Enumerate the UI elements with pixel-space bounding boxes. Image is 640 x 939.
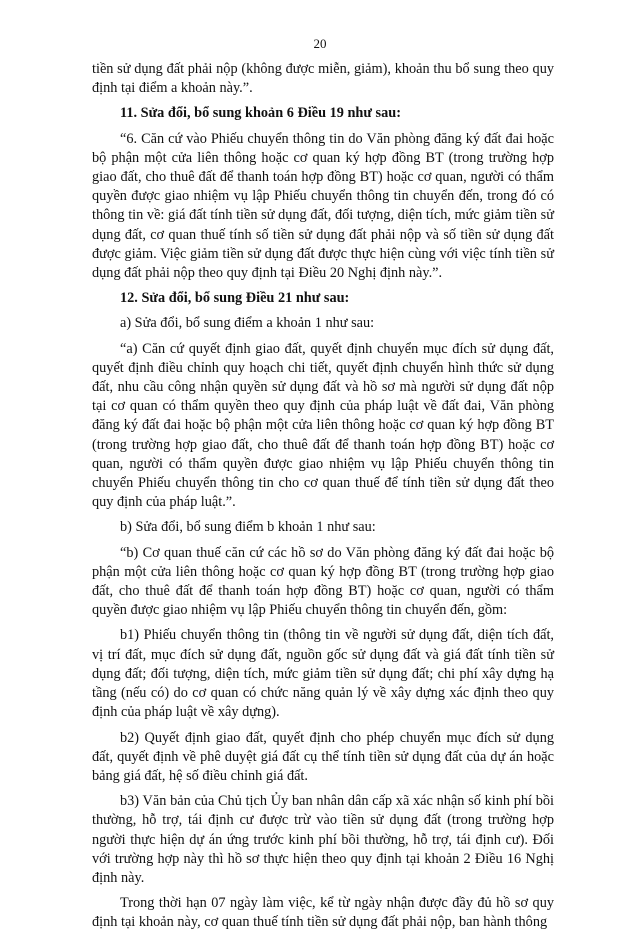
paragraph-b3: b3) Văn bản của Chủ tịch Ủy ban nhân dân cấp xã xác nhận số kinh phí bồi thường, hỗ trợ, tái định cư được trừ vào tiền sử dụng đất (trong trường hợp người thực hiện dự án ứng trước kinh phí bồi thường, hỗ trợ, tái định cư). Đối với trường hợp này thì hồ sơ thực hiện theo quy định tại khoản 2 Điều 16 Nghị định này. <box>92 793 554 886</box>
page-number: 20 <box>313 36 327 51</box>
paragraph-continuation: tiền sử dụng đất phải nộp (không được miễn, giảm), khoản thu bổ sung theo quy định tại điểm a khoản này.”. <box>92 61 554 97</box>
section-heading-12: 12. Sửa đổi, bổ sung Điều 21 như sau: <box>120 290 350 307</box>
paragraph-point-b: “b) Cơ quan thuế căn cứ các hồ sơ do Văn phòng đăng ký đất đai hoặc bộ phận một cửa liên thông hoặc cơ quan ký hợp đồng BT (trong trường hợp giao đất, cho thuê đất để thanh toán hợp đồng BT) hoặc cơ quan, người có thẩm quyền được giao nhiệm vụ lập Phiếu chuyển thông tin chuyển đến, gồm: <box>92 544 554 619</box>
paragraph-b2: b2) Quyết định giao đất, quyết định cho phép chuyển mục đích sử dụng đất, quyết định về phê duyệt giá đất cụ thể tính tiền sử dụng đất của dự án hoặc bảng giá đất, hệ số điều chỉnh giá đất. <box>92 729 554 784</box>
paragraph-point-a: “a) Căn cứ quyết định giao đất, quyết định chuyển mục đích sử dụng đất, quyết định điều chỉnh quy hoạch chi tiết, quyết định chuyển hình thức sử dụng đất, nhu cầu công nhận quyền sử dụng đất và hồ sơ mà người sử dụng đất nộp tại cơ quan có thẩm quyền theo quy định của pháp luật về đất đai, Văn phòng đăng ký đất đai hoặc bộ phận một cửa liên thông hoặc cơ quan ký hợp đồng BT (trong trường hợp giao đất, cho thuê đất để thanh toán hợp đồng BT) hoặc cơ quan, người có thẩm quyền được giao nhiệm vụ lập Phiếu chuyển thông tin chuyển Phiếu chuyển thông tin cho cơ quan thuế để tính tiền sử dụng đất theo quy định của pháp luật.”. <box>92 340 554 511</box>
paragraph-b1: b1) Phiếu chuyển thông tin (thông tin về người sử dụng đất, diện tích đất, vị trí đất, mục đích sử dụng đất, nguồn gốc sử dụng đất và giá đất tính tiền sử dụng đất; đối tượng, diện tích, mức giảm tiền sử dụng đất; chi phí xây dựng hạ tầng (nếu có) do cơ quan có chức năng quản lý về xây dựng xác định theo quy định của pháp luật về xây dựng). <box>92 627 554 721</box>
paragraph-clause-6: “6. Căn cứ vào Phiếu chuyển thông tin do Văn phòng đăng ký đất đai hoặc bộ phận một cửa liên thông hoặc cơ quan ký hợp đồng BT (trong trường hợp giao đất, cho thuê đất để thanh toán hợp đồng BT) hoặc cơ quan, người có thẩm quyền được giao nhiệm vụ lập Phiếu chuyển thông tin chuyển đến, trong đó có thông tin về: giá đất tính tiền sử dụng đất, đối tượng, diện tích, mức giảm tiền sử dụng đất, cơ quan thuế tính số tiền sử dụng đất phải nộp và số tiền sử dụng đất được giảm. Việc giảm tiền sử dụng đất được thực hiện cùng với việc tính tiền sử dụng đất phải nộp theo quy định tại Điều 20 Nghị định này.”. <box>92 130 554 282</box>
document-body <box>92 60 554 939</box>
section-heading-11: 11. Sửa đổi, bổ sung khoản 6 Điều 19 như sau: <box>120 105 401 122</box>
paragraph-amend-point-b: b) Sửa đổi, bổ sung điểm b khoản 1 như sau: <box>120 519 376 536</box>
paragraph-amend-point-a: a) Sửa đổi, bổ sung điểm a khoản 1 như sau: <box>120 315 375 332</box>
paragraph-deadline: Trong thời hạn 07 ngày làm việc, kể từ ngày nhận được đầy đủ hồ sơ quy định tại khoản này, cơ quan thuế tính tiền sử dụng đất phải nộp, ban hành thông <box>92 895 554 931</box>
